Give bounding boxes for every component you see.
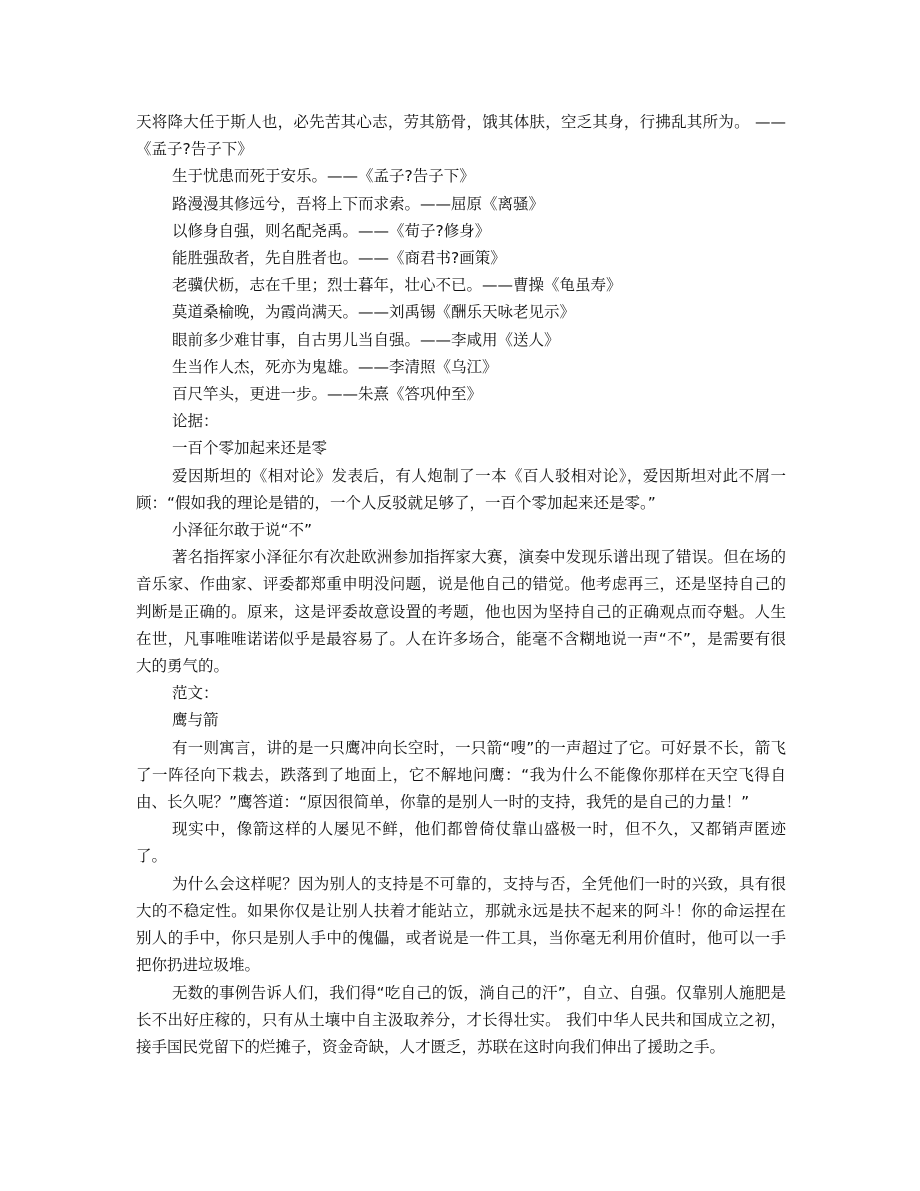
essay-paragraph-1: 有一则寓言，讲的是一只鹰冲向长空时，一只箭“嗖”的一声超过了它。可好景不长，箭飞了一阵径向下栽去，跌落到了地面上，它不解地问鹰：“我为什么不能像你那样在天空飞得自由、长久呢？”鹰答道：“原因很简单，你靠的是别人一时的支持，我凭的是自己的力量！” [136, 738, 786, 812]
quote-lixianyong: 眼前多少难甘事，自古男儿当自强。——李咸用《送人》 [172, 330, 560, 349]
quote-caocao: 老骥伏枥，志在千里；烈士暮年，壮心不已。——曹操《龟虽寿》 [172, 276, 622, 295]
quote-xunzi: 以修身自强，则名配尧禹。——《荀子?修身》 [172, 221, 491, 240]
essay-paragraph-2: 现实中，像箭这样的人屡见不鲜，他们都曾倚仗靠山盛极一时，但不久，又都销声匿迹了。 [136, 820, 786, 866]
evidence-body-ozawa: 著名指挥家小泽征尔有次赴欧洲参加指挥家大赛，演奏中发现乐谱出现了错误。但在场的音乐家、作曲家、评委都郑重申明没问题，说是他自己的错觉。他考虑再三，还是坚持自己的判断是正确的。原来，这是评委故意设置的考题，他也因为坚持自己的正确观点而夺魁。人生在世，凡事唯唯诺诺似乎是最容易了。人在许多场合，能毫不含糊地说一声“不”，是需要有很大的勇气的。 [136, 548, 786, 676]
evidence-title-ozawa: 小泽征尔敢于说“不” [172, 521, 313, 540]
quote-shangjun: 能胜强敌者，先自胜者也。——《商君书?画策》 [172, 249, 506, 268]
essay-paragraph-4: 无数的事例告诉人们，我们得“吃自己的饭，淌自己的汗”，自立、自强。仅靠别人施肥是长不出好庄稼的，只有从土壤中自主汲取养分，才长得壮实。 我们中华人民共和国成立之初，接手国民党留下的烂摊子，资金奇缺，人才匮乏，苏联在这时向我们伸出了援助之手。 [136, 983, 786, 1056]
essay-paragraph-3: 为什么会这样呢？因为别人的支持是不可靠的，支持与否，全凭他们一时的兴致，具有很大的不稳定性。如果你仅是让别人扶着才能站立，那就永远是扶不起来的阿斗！你的命运捏在别人的手中，你只是别人手中的傀儡，或者说是一件工具，当你毫无利用价值时，他可以一手把你扔进垃圾堆。 [136, 874, 786, 975]
document-page [136, 109, 786, 1061]
evidence-body-einstein: 爱因斯坦的《相对论》发表后，有人炮制了一本《百人驳相对论》，爱因斯坦对此不屑一顾：“假如我的理论是错的，一个人反驳就足够了，一百个零加起来还是零。” [136, 466, 786, 512]
quote-liuyuxi: 莫道桑榆晚，为霞尚满天。——刘禹锡《酬乐天咏老见示》 [172, 303, 576, 322]
section-heading-evidence: 论据： [172, 412, 219, 431]
essay-title: 鹰与箭 [172, 711, 219, 730]
quote-quyuan: 路漫漫其修远兮，吾将上下而求索。——屈原《离骚》 [172, 194, 545, 213]
evidence-title-einstein: 一百个零加起来还是零 [172, 439, 328, 458]
section-heading-essay: 范文： [172, 684, 219, 703]
quote-liqingzhao: 生当作人杰，死亦为鬼雄。——李清照《乌江》 [172, 357, 498, 376]
quote-zhuxi: 百尺竿头，更进一步。——朱熹《答巩仲至》 [172, 385, 483, 404]
quote-mencius-2: 生于忧患而死于安乐。——《孟子?告子下》 [172, 167, 475, 186]
quote-mencius-1: 天将降大任于斯人也，必先苦其心志，劳其筋骨，饿其体肤，空乏其身，行拂乱其所为。 ——《孟子?告子下》 [136, 113, 786, 159]
